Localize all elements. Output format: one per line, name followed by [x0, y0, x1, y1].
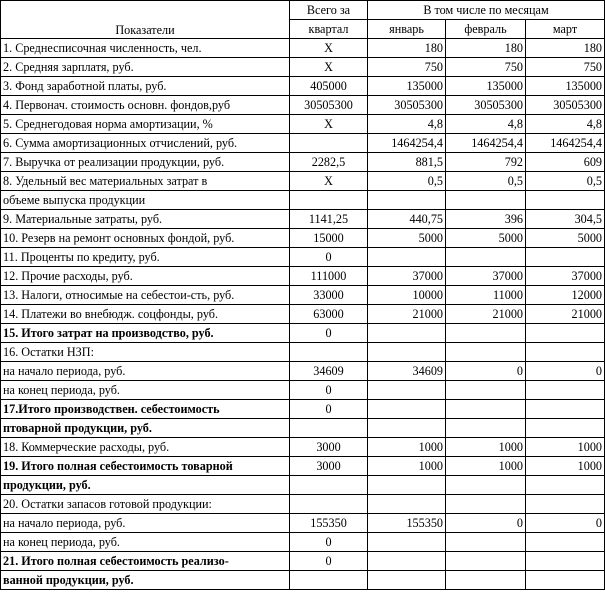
header-month-march: март [526, 20, 605, 39]
row-january-value [368, 552, 446, 571]
row-january-value: 1000 [368, 457, 446, 476]
table-row [1, 514, 605, 533]
row-february-value: 37000 [446, 267, 526, 286]
row-february-value: 1000 [446, 438, 526, 457]
row-february-value: 30505300 [446, 96, 526, 115]
row-january-value [368, 381, 446, 400]
row-march-value [526, 343, 605, 362]
row-february-value: 1000 [446, 457, 526, 476]
row-label: на конец периода, руб. [1, 381, 290, 400]
table-row [1, 286, 605, 305]
table-row [1, 77, 605, 96]
row-quarter-total: 0 [290, 552, 368, 571]
row-quarter-total: 3000 [290, 438, 368, 457]
row-january-value: 10000 [368, 286, 446, 305]
row-quarter-total [290, 476, 368, 495]
row-february-value: 792 [446, 153, 526, 172]
row-label: 4. Первонач. стоимость основн. фондов,руб [1, 96, 290, 115]
row-february-value: 1464254,4 [446, 134, 526, 153]
row-quarter-total: 111000 [290, 267, 368, 286]
table-row [1, 96, 605, 115]
row-february-value: 4,8 [446, 115, 526, 134]
row-label: 21. Итого полная себестоимость реализо- [1, 552, 290, 571]
table-row [1, 58, 605, 77]
row-march-value [526, 571, 605, 590]
row-january-value: 1000 [368, 438, 446, 457]
row-february-value: 0 [446, 514, 526, 533]
row-quarter-total: 33000 [290, 286, 368, 305]
row-label: 10. Резерв на ремонт основных фондой, руб. [1, 229, 290, 248]
row-label: продукции, руб. [1, 476, 290, 495]
row-label: 18. Коммерческие расходы, руб. [1, 438, 290, 457]
row-february-value [446, 381, 526, 400]
row-march-value: 304,5 [526, 210, 605, 229]
row-january-value: 30505300 [368, 96, 446, 115]
row-february-value [446, 533, 526, 552]
row-quarter-total: 30505300 [290, 96, 368, 115]
row-february-value [446, 476, 526, 495]
row-march-value: 4,8 [526, 115, 605, 134]
row-march-value: 609 [526, 153, 605, 172]
header-month-february: февраль [446, 20, 526, 39]
row-january-value [368, 533, 446, 552]
row-quarter-total: 405000 [290, 77, 368, 96]
row-quarter-total: 63000 [290, 305, 368, 324]
row-label: 20. Остатки запасов готовой продукции: [1, 495, 290, 514]
row-march-value: 0 [526, 362, 605, 381]
row-january-value [368, 495, 446, 514]
row-label: 6. Сумма амортизационных отчислений, руб. [1, 134, 290, 153]
row-quarter-total: 1141,25 [290, 210, 368, 229]
table-row [1, 248, 605, 267]
row-label: 13. Налоги, относимые на себестои-сть, руб. [1, 286, 290, 305]
row-january-value [368, 324, 446, 343]
row-quarter-total: 34609 [290, 362, 368, 381]
row-label: 15. Итого затрат на производство, руб. [1, 324, 290, 343]
row-label: 19. Итого полная себестоимость товарной [1, 457, 290, 476]
table-row [1, 495, 605, 514]
row-march-value: 750 [526, 58, 605, 77]
row-quarter-total: 2282,5 [290, 153, 368, 172]
table-row [1, 476, 605, 495]
table-row [1, 115, 605, 134]
header-month-january: январь [368, 20, 446, 39]
row-january-value: 37000 [368, 267, 446, 286]
row-february-value: 5000 [446, 229, 526, 248]
row-label: на начало периода, руб. [1, 362, 290, 381]
row-february-value: 0 [446, 362, 526, 381]
table-row [1, 343, 605, 362]
row-february-value [446, 552, 526, 571]
row-label: 11. Проценты по кредиту, руб. [1, 248, 290, 267]
header-row-1 [1, 1, 605, 20]
row-january-value [368, 191, 446, 210]
table-row [1, 229, 605, 248]
row-label: объеме выпуска продукции [1, 191, 290, 210]
row-march-value: 21000 [526, 305, 605, 324]
row-march-value: 1000 [526, 457, 605, 476]
row-march-value: 0 [526, 514, 605, 533]
row-quarter-total [290, 419, 368, 438]
table-row [1, 324, 605, 343]
row-march-value [526, 533, 605, 552]
row-march-value [526, 495, 605, 514]
row-label: 9. Материальные затраты, руб. [1, 210, 290, 229]
row-february-value [446, 495, 526, 514]
row-quarter-total: 3000 [290, 457, 368, 476]
row-label: 3. Фонд заработной платы, руб. [1, 77, 290, 96]
row-quarter-total: 0 [290, 381, 368, 400]
table-row [1, 362, 605, 381]
row-february-value [446, 248, 526, 267]
row-quarter-total [290, 343, 368, 362]
table-row [1, 191, 605, 210]
row-february-value: 21000 [446, 305, 526, 324]
row-quarter-total: 15000 [290, 229, 368, 248]
row-label: 2. Средняя зарплатя, руб. [1, 58, 290, 77]
table-row [1, 438, 605, 457]
row-february-value [446, 191, 526, 210]
row-february-value [446, 419, 526, 438]
row-january-value [368, 343, 446, 362]
row-march-value [526, 381, 605, 400]
row-march-value [526, 324, 605, 343]
row-january-value: 21000 [368, 305, 446, 324]
table-row [1, 305, 605, 324]
table-row [1, 400, 605, 419]
table-row [1, 267, 605, 286]
row-quarter-total: X [290, 58, 368, 77]
row-quarter-total: 0 [290, 400, 368, 419]
row-february-value [446, 343, 526, 362]
row-quarter-total: 155350 [290, 514, 368, 533]
row-january-value [368, 419, 446, 438]
row-february-value: 180 [446, 39, 526, 58]
table-row [1, 210, 605, 229]
row-march-value [526, 552, 605, 571]
row-label: 5. Среднегодовая норма амортизации, % [1, 115, 290, 134]
row-quarter-total: 0 [290, 533, 368, 552]
table-row [1, 153, 605, 172]
header-total-line1: Всего за [290, 1, 368, 20]
row-quarter-total: 0 [290, 324, 368, 343]
row-march-value [526, 400, 605, 419]
row-label: на конец периода, руб. [1, 533, 290, 552]
table-body [1, 39, 605, 590]
row-january-value: 34609 [368, 362, 446, 381]
row-label: 17.Итого производствен. себестоимость [1, 400, 290, 419]
table-row [1, 172, 605, 191]
row-quarter-total: X [290, 115, 368, 134]
row-january-value: 1464254,4 [368, 134, 446, 153]
header-indicator: Показатели [1, 1, 290, 39]
row-january-value [368, 476, 446, 495]
row-march-value: 1464254,4 [526, 134, 605, 153]
row-label: на начало периода, руб. [1, 514, 290, 533]
row-january-value [368, 400, 446, 419]
row-quarter-total [290, 191, 368, 210]
row-january-value: 750 [368, 58, 446, 77]
row-march-value: 12000 [526, 286, 605, 305]
row-january-value: 440,75 [368, 210, 446, 229]
row-march-value [526, 248, 605, 267]
table-row [1, 533, 605, 552]
row-january-value: 180 [368, 39, 446, 58]
row-march-value: 30505300 [526, 96, 605, 115]
row-february-value: 0,5 [446, 172, 526, 191]
row-february-value [446, 571, 526, 590]
row-february-value: 396 [446, 210, 526, 229]
row-march-value [526, 419, 605, 438]
row-quarter-total: 0 [290, 248, 368, 267]
row-label: 16. Остатки НЗП: [1, 343, 290, 362]
table-row [1, 134, 605, 153]
row-label: 1. Среднесписочная численность, чел. [1, 39, 290, 58]
row-january-value: 0,5 [368, 172, 446, 191]
row-february-value: 135000 [446, 77, 526, 96]
row-january-value: 135000 [368, 77, 446, 96]
row-march-value [526, 191, 605, 210]
header-total-line2: квартал [290, 20, 368, 39]
row-march-value: 135000 [526, 77, 605, 96]
table-row [1, 381, 605, 400]
row-january-value: 155350 [368, 514, 446, 533]
row-label: 8. Удельный вес материальных затрат в [1, 172, 290, 191]
header-months-group: В том числе по месяцам [368, 1, 605, 20]
table-row [1, 39, 605, 58]
row-march-value [526, 476, 605, 495]
row-label: 14. Платежи во внебюдж. соцфонды, руб. [1, 305, 290, 324]
row-february-value: 11000 [446, 286, 526, 305]
table-row [1, 419, 605, 438]
row-january-value: 4,8 [368, 115, 446, 134]
row-february-value [446, 400, 526, 419]
row-january-value [368, 571, 446, 590]
row-january-value [368, 248, 446, 267]
row-label: ванной продукции, руб. [1, 571, 290, 590]
row-quarter-total [290, 571, 368, 590]
table-row [1, 552, 605, 571]
row-label: птоварной продукции, руб. [1, 419, 290, 438]
row-february-value [446, 324, 526, 343]
row-quarter-total [290, 495, 368, 514]
row-march-value: 180 [526, 39, 605, 58]
row-quarter-total: X [290, 172, 368, 191]
row-february-value: 750 [446, 58, 526, 77]
row-quarter-total [290, 134, 368, 153]
row-quarter-total: X [290, 39, 368, 58]
row-march-value: 1000 [526, 438, 605, 457]
row-march-value: 37000 [526, 267, 605, 286]
table-row [1, 457, 605, 476]
row-january-value: 5000 [368, 229, 446, 248]
table-row [1, 571, 605, 590]
row-label: 12. Прочие расходы, руб. [1, 267, 290, 286]
row-march-value: 5000 [526, 229, 605, 248]
row-january-value: 881,5 [368, 153, 446, 172]
row-march-value: 0,5 [526, 172, 605, 191]
row-label: 7. Выручка от реализации продукции, руб. [1, 153, 290, 172]
